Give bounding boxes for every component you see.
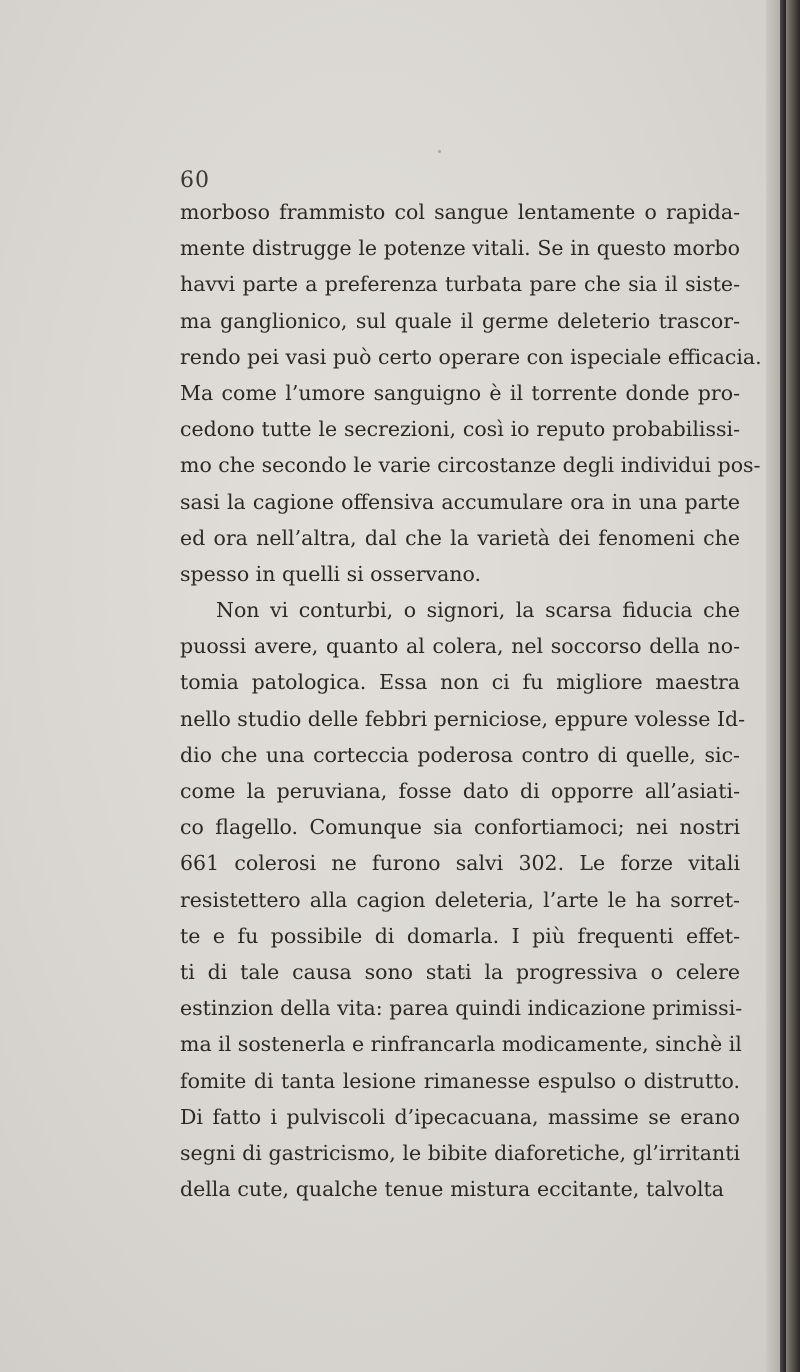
text-line: Ma come l’umore sanguigno è il torrente donde pro- bbox=[180, 380, 740, 405]
text-line: co flagello. Comunque sia confortiamoci; nei nostri bbox=[180, 815, 740, 840]
text-line: nello studio delle febbri perniciose, eppure volesse Id- bbox=[180, 706, 746, 731]
text-line: ma il sostenerla e rinfrancarla modicamente, sinchè il bbox=[180, 1032, 742, 1057]
text-line: mo che secondo le varie circostanze degli individui pos- bbox=[180, 453, 761, 478]
body-text bbox=[180, 194, 762, 1207]
text-line: della cute, qualche tenue mistura eccitante, talvolta bbox=[180, 1177, 724, 1202]
text-line: mente distrugge le potenze vitali. Se in questo morbo bbox=[180, 236, 740, 261]
text-line: Non vi conturbi, o signori, la scarsa fiducia che bbox=[216, 598, 740, 623]
text-line: fomite di tanta lesione rimanesse espulso o distrutto. bbox=[180, 1068, 740, 1093]
page-number: 60 bbox=[180, 168, 210, 193]
text-line: come la peruviana, fosse dato di opporre all’asiati- bbox=[180, 779, 740, 803]
text-line: te e fu possibile di domarla. I più frequenti effet- bbox=[180, 923, 740, 948]
text-line: cedono tutte le secrezioni, così io reputo probabilissi- bbox=[180, 417, 740, 442]
text-line: spesso in quelli si osservano. bbox=[180, 561, 482, 586]
text-line: resistettero alla cagion deleteria, l’arte le ha sorret- bbox=[180, 887, 740, 912]
text-line: segni di gastricismo, le bibite diaforetiche, gl’irritanti bbox=[180, 1140, 740, 1165]
text-line: estinzion della vita: parea quindi indicazione primissi- bbox=[180, 996, 743, 1021]
text-line: Di fatto i pulviscoli d’ipecacuana, massime se erano bbox=[180, 1104, 740, 1129]
text-line: 661 colerosi ne furono salvi 302. Le forze vitali bbox=[180, 851, 740, 876]
text-line: ti di tale causa sono stati la progressiva o celere bbox=[180, 959, 740, 984]
text-line: morboso frammisto col sangue lentamente o rapida- bbox=[180, 200, 740, 224]
page-edge-shadow bbox=[780, 0, 786, 1372]
text-line: tomia patologica. Essa non ci fu migliore maestra bbox=[180, 670, 740, 695]
text-line: sasi la cagione offensiva accumulare ora in una parte bbox=[180, 489, 740, 514]
paper-speck bbox=[438, 150, 441, 153]
text-line: ma ganglionico, sul quale il germe deleterio trascor- bbox=[180, 308, 740, 333]
text-line: puossi avere, quanto al colera, nel soccorso della no- bbox=[180, 634, 740, 659]
text-line: dio che una corteccia poderosa contro di quelle, sic- bbox=[180, 742, 740, 767]
text-line: havvi parte a preferenza turbata pare che sia il siste- bbox=[180, 272, 740, 297]
text-line: ed ora nell’altra, dal che la varietà dei fenomeni che bbox=[180, 525, 740, 550]
text-line: rendo pei vasi può certo operare con ispeciale efficacia. bbox=[180, 344, 762, 369]
